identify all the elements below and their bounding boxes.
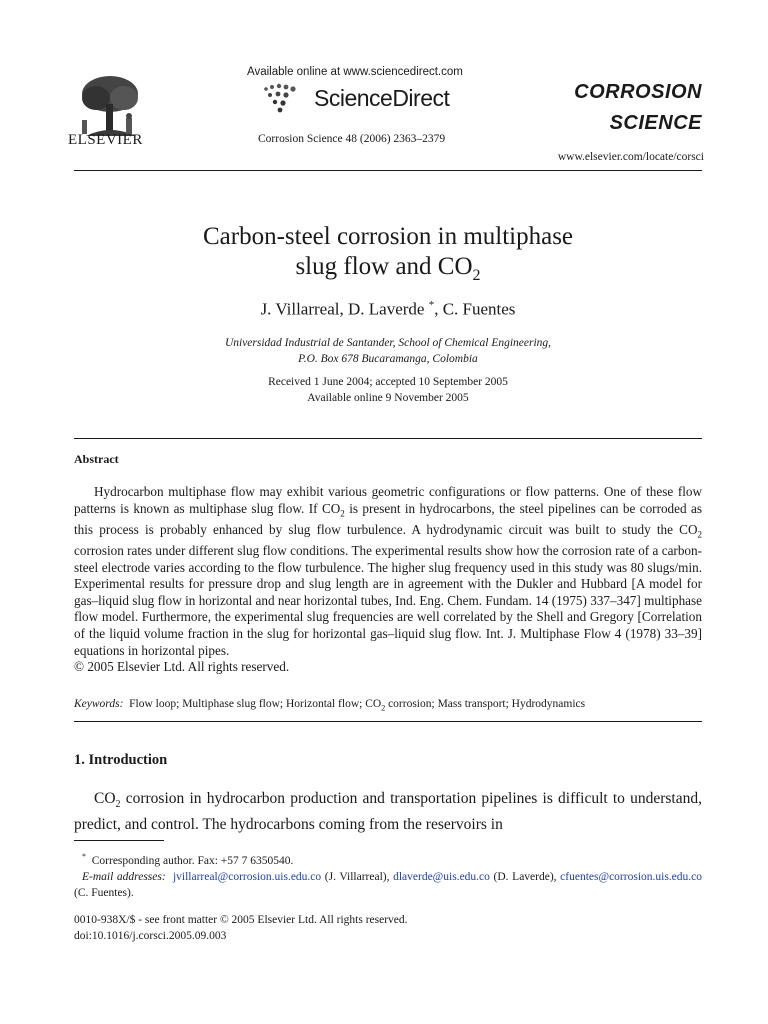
introduction-paragraph [74, 789, 702, 835]
footnote-corresponding [74, 849, 702, 869]
affiliation-line1: Universidad Industrial de Santander, School of Chemical Engineering, [224, 337, 552, 349]
affiliation [74, 335, 702, 367]
email-name-2: (D. Laverde), [493, 870, 557, 883]
sciencedirect-wordmark: ScienceDirect [314, 85, 450, 111]
received-date: Received 1 June 2004; accepted 10 September 2005 [268, 376, 508, 388]
author-fuentes: , C. Fuentes [434, 299, 516, 319]
intro-sub: 2 [115, 799, 121, 811]
header-rule [74, 170, 702, 171]
publisher-name: ELSEVIER [68, 132, 143, 148]
sciencedirect-dots-icon [262, 83, 298, 113]
author-list [74, 299, 702, 320]
abstract-text-2: is present in hydrocarbons, the steel pipelines can be corroded as this process is probably enhanced by slug flow turbulence. A hydrodynamic circuit was built to study the CO [74, 500, 702, 537]
email-label: E-mail addresses: [82, 870, 166, 883]
keywords-sub: 2 [381, 703, 386, 713]
footnote-corresponding-text: Corresponding author. Fax: +57 7 6350540. [91, 854, 294, 867]
email-fuentes-link[interactable]: cfuentes@corrosion.uis.edu.co [560, 870, 703, 883]
journal-title-line1: CORROSION [574, 81, 702, 103]
footnote [74, 849, 702, 901]
section-heading-introduction: 1. Introduction [74, 752, 168, 768]
journal-citation: Corrosion Science 48 (2006) 2363–2379 [258, 133, 446, 145]
title-line2: slug flow and CO [295, 253, 473, 280]
author-villarreal: J. Villarreal, [260, 299, 348, 319]
front-matter [74, 912, 408, 944]
footnote-rule [74, 840, 164, 841]
abstract-body [74, 484, 702, 676]
article-dates [74, 374, 702, 406]
author-laverde: D. Laverde [347, 299, 429, 319]
journal-url[interactable]: www.elsevier.com/locate/corsci [557, 151, 704, 163]
keywords-label: Keywords: [74, 698, 124, 710]
intro-text-1: CO [94, 790, 116, 807]
footnote-emails [74, 869, 702, 901]
corresponding-mark[interactable]: * [428, 299, 435, 311]
email-name-1: (J. Villarreal), [324, 870, 390, 883]
abstract-text-1: Hydrocarbon multiphase flow may exhibit various geometric configurations or flow patterns. One of these flow patterns is known as multiphase slug flow. If CO [74, 484, 702, 516]
abstract-text-3: corrosion rates under different slug flow conditions. The experimental results show how the corrosion rate of a carbon-steel electrode varies according to the flow turbulence. The higher slug frequency used in this study was 80 slugs/min. Experimental results for pressure drop and slug length are in agreement with the Dukler and Hubbard [A model for gas–liquid slug flow in horizontal and near horizontal tubes, Ind. Eng. Chem. Fundam. 14 (1975) 337–347] multiphase flow model. Furthermore, the experimental slug frequencies are well correlated by the Shell and Gregory [Correlation of the liquid volume fraction in the slug for horizontal gas–liquid slug flow. Int. J. Multiphase Flow 4 (1978) 33–39] equations in horizontal pipes. [74, 543, 702, 658]
available-online-text: Available online at www.sciencedirect.com [247, 66, 463, 78]
affiliation-line2: P.O. Box 678 Bucaramanga, Colombia [298, 353, 478, 365]
abstract-paragraph [74, 484, 702, 659]
keywords-text-1: Flow loop; Multiphase slug flow; Horizontal flow; CO [129, 698, 382, 710]
abstract-copyright: © 2005 Elsevier Ltd. All rights reserved. [74, 659, 290, 675]
email-villarreal-link[interactable]: jvillarreal@corrosion.uis.edu.co [172, 870, 322, 883]
abstract-top-rule [74, 438, 702, 439]
article-title [74, 222, 702, 291]
email-laverde-link[interactable]: dlaverde@uis.edu.co [393, 870, 490, 883]
email-name-3: (C. Fuentes). [74, 886, 134, 899]
journal-title-line2: SCIENCE [609, 112, 702, 134]
footnote-mark: * [82, 852, 86, 861]
intro-text-2: corrosion in hydrocarbon production and transportation pipelines is difficult to understand, predict, and control. The hydrocarbons coming from the reservoirs in [74, 790, 702, 834]
keywords-text-2: corrosion; Mass transport; Hydrodynamics [385, 698, 586, 710]
title-subscript: 2 [472, 267, 481, 284]
abstract-bottom-rule [74, 721, 702, 722]
issn-line: 0010-938X/$ - see front matter © 2005 Elsevier Ltd. All rights reserved. [74, 914, 408, 926]
available-date: Available online 9 November 2005 [307, 392, 469, 404]
abstract-heading: Abstract [74, 452, 119, 466]
title-line1: Carbon-steel corrosion in multiphase [202, 223, 574, 250]
abstract-sub-1: 2 [340, 508, 345, 519]
doi-line[interactable]: doi:10.1016/j.corsci.2005.09.003 [74, 930, 227, 942]
keywords [74, 698, 714, 712]
abstract-sub-2: 2 [697, 529, 702, 540]
